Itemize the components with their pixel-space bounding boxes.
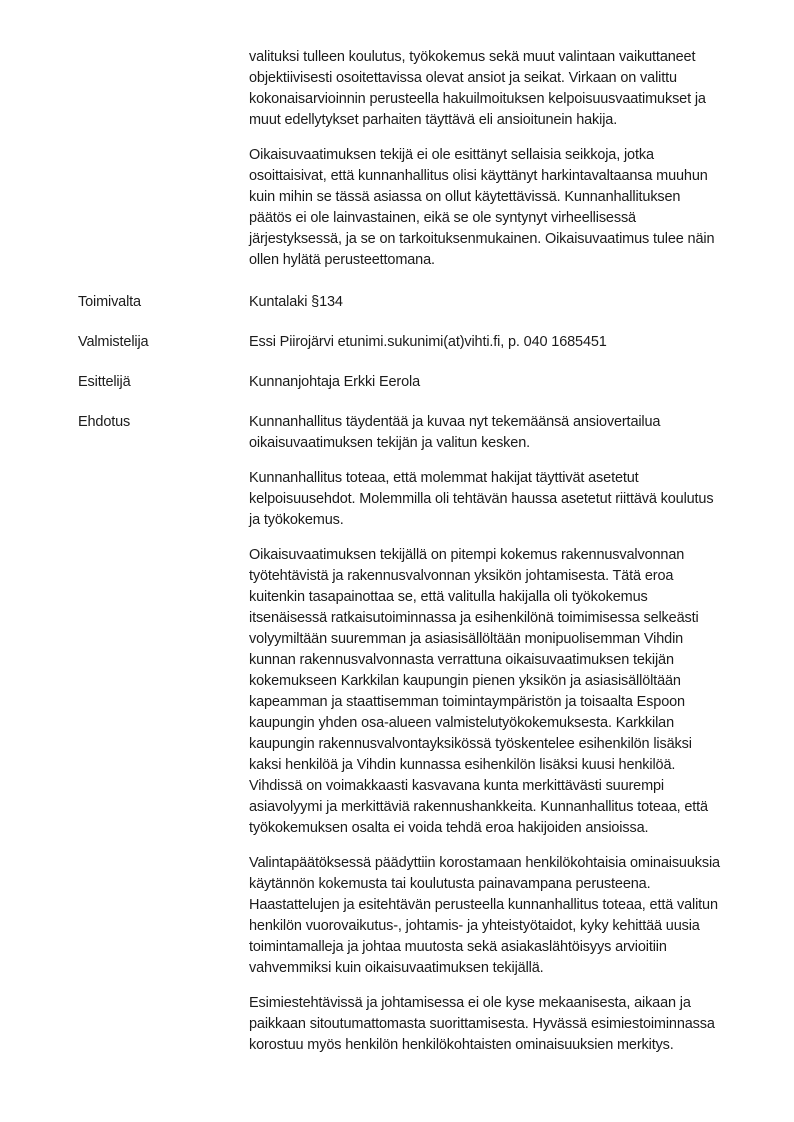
ehdotus-paragraph-4: Valintapäätöksessä päädyttiin korostamaan henkilökohtaisia ominaisuuksia käytännön kokemusta tai koulutusta painavampana perusteena. Haastattelujen ja esitehtävän perusteella kunnanhallitus toteaa, että valitun henkilön vuorovaikutus-, johtamis- ja yhteistyötaidot, kyky kehittää uusia toimintamalleja ja johtaa muutosta sekä asiakaslähtöisyys arvioitiin vahvemmiksi kuin oikaisuvaatimuksen tekijällä. xyxy=(249,855,720,976)
field-row-valmistelija xyxy=(78,332,722,353)
field-row-ehdotus xyxy=(78,412,722,1056)
intro-paragraph-2: Oikaisuvaatimuksen tekijä ei ole esittänyt sellaisia seikkoja, jotka osoittaisivat, että kunnanhallitus olisi käyttänyt harkintavaltaansa muuhun kuin mihin se tässä asiassa on ollut käytettävissä. Kunnanhallituksen päätös ei ole lainvastainen, eikä se ole syntynyt virheellisessä järjestyksessä, ja se on tarkoituksenmukainen. Oikaisuvaatimus tulee näin ollen hylätä perusteettomana. xyxy=(249,147,715,268)
field-row-esittelija xyxy=(78,372,722,393)
field-value-valmistelija: Essi Piirojärvi etunimi.sukunimi(at)vihti.fi, p. 040 1685451 xyxy=(249,334,607,350)
ehdotus-paragraph-2: Kunnanhallitus toteaa, että molemmat hakijat täyttivät asetetut kelpoisuusehdot. Molemmilla oli tehtävän haussa asetetut riittävä koulutus ja työkokemus. xyxy=(249,470,714,528)
ehdotus-paragraph-3: Oikaisuvaatimuksen tekijällä on pitempi kokemus rakennusvalvonnan työtehtävistä ja rakennusvalvonnan yksikön johtamisesta. Tätä eroa kuitenkin tasapainottaa se, että valitulla hakijalla oli työkokemus itsenäisessä ratkaisutoiminnassa ja esihenkilönä toimimisessa selkeästi volyymiltään suuremman ja asiasisällöltään monipuolisemman Vihdin kunnan rakennusvalvonnasta verrattuna oikaisuvaatimuksen tekijän kokemukseen Karkkilan kaupungin pienen yksikön ja asiasisällöltään kapeamman ja staattisemman toimintaympäristön ja toisaalta Espoon kaupungin yhden osa-alueen valmistelutyökokemuksesta. Karkkilan kaupungin rakennusvalvontayksikössä työskentelee esihenkilön lisäksi kaksi henkilöä ja Vihdin kunnassa esihenkilön lisäksi kuusi henkilöä. Vihdissä on voimakkaasti kasvavana kunta merkittävästi suurempi asiavolyymi ja merkittäviä rakennushankkeita. Kunnanhallitus toteaa, että työkokemuksen osalta ei voida tehdä eroa hakijoiden ansioissa. xyxy=(249,547,708,836)
field-label-ehdotus: Ehdotus xyxy=(78,414,131,430)
field-row-toimivalta xyxy=(78,292,722,313)
ehdotus-paragraph-1: Kunnanhallitus täydentää ja kuvaa nyt tekemäänsä ansiovertailua oikaisuvaatimuksen tekijän ja valitun kesken. xyxy=(249,414,661,451)
intro-section xyxy=(78,47,722,271)
intro-paragraph-1: valituksi tulleen koulutus, työkokemus sekä muut valintaan vaikuttaneet objektiivisesti osoitettavissa olevat ansiot ja seikat. Virkaan on valittu kokonaisarvioinnin perusteella hakuilmoituksen kelpoisuusvaatimukset ja muut edellytykset parhaiten täyttävä eli ansioitunein hakija. xyxy=(249,49,706,128)
ehdotus-paragraph-5: Esimiestehtävissä ja johtamisessa ei ole kyse mekaanisesta, aikaan ja paikkaan sitoutumattomasta suorittamisesta. Hyvässä esimiestoiminnassa korostuu myös henkilön henkilökohtaisten ominaisuuksien merkitys. xyxy=(249,995,715,1053)
field-label-toimivalta: Toimivalta xyxy=(78,294,141,310)
field-label-esittelija: Esittelijä xyxy=(78,374,131,390)
ehdotus-body xyxy=(249,412,722,1056)
field-label-valmistelija: Valmistelija xyxy=(78,334,149,350)
intro-body xyxy=(249,47,722,271)
field-value-esittelija: Kunnanjohtaja Erkki Eerola xyxy=(249,374,421,390)
field-value-toimivalta: Kuntalaki §134 xyxy=(249,294,343,310)
